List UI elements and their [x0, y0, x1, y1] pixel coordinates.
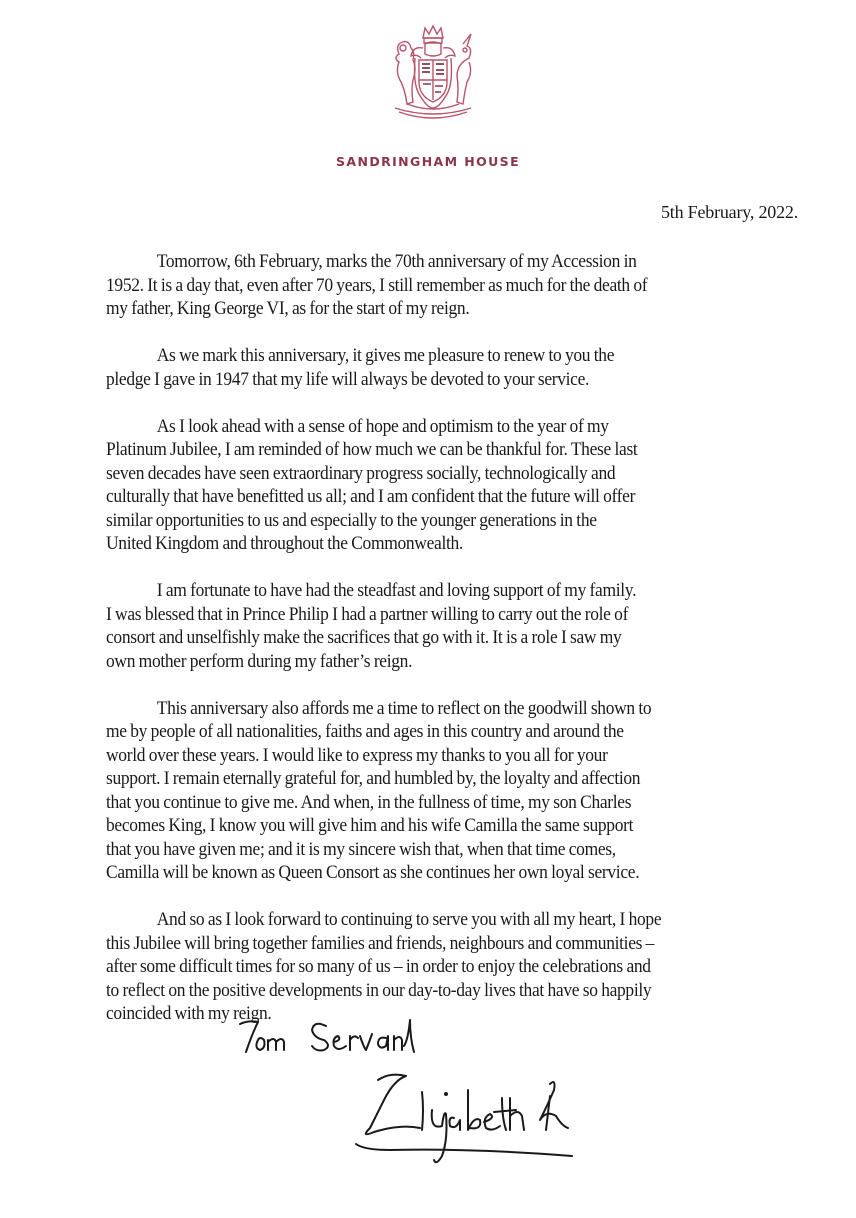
royal-coat-of-arms-icon: [377, 24, 489, 124]
paragraph: [106, 250, 755, 321]
signoff-ink-icon: [238, 1012, 478, 1072]
handwritten-signoff: [238, 1012, 478, 1072]
text-line: seven decades have seen extraordinary progress socially, technologically and: [106, 462, 616, 484]
text-line: similar opportunities to us and especially to the younger generations in the: [106, 509, 597, 531]
text-line: consort and unselfishly make the sacrifices that go with it. It is a role I saw my: [106, 627, 622, 648]
text-line: As I look ahead with a sense of hope and optimism to the year of my: [156, 415, 609, 437]
text-line: Platinum Jubilee, I am reminded of how much we can be thankful for. These last: [106, 439, 638, 460]
text-line: after some difficult times for so many of us – in order to enjoy the celebrations and: [106, 956, 651, 977]
text-line: me by people of all nationalities, faiths and ages in this country and around the: [106, 721, 624, 742]
text-line: to reflect on the positive developments in our day-to-day lives that have so happily: [106, 979, 652, 1001]
text-line: Tomorrow, 6th February, marks the 70th anniversary of my Accession in: [156, 251, 637, 272]
text-line: And so as I look forward to continuing to serve you with all my heart, I hope: [156, 909, 662, 930]
text-line: that you have given me; and it is my sincere wish that, when that time comes,: [106, 838, 616, 860]
paragraph: [106, 344, 755, 391]
text-line: I was blessed that in Prince Philip I had a partner willing to carry out the role of: [106, 603, 629, 625]
text-line: Camilla will be known as Queen Consort as she continues her own loyal service.: [106, 862, 640, 883]
paragraph: [106, 908, 755, 1026]
text-line: As we mark this anniversary, it gives me pleasure to renew to you the: [156, 345, 615, 366]
text-line: pledge I gave in 1947 that my life will always be devoted to your service.: [106, 368, 590, 390]
text-line: coincided with my reign.: [106, 1003, 272, 1024]
text-line: world over these years. I would like to express my thanks to you all for your: [106, 744, 608, 766]
text-line: this Jubilee will bring together families and friends, neighbours and communities –: [106, 932, 655, 954]
text-line: 1952. It is a day that, even after 70 years, I still remember as much for the death of: [106, 274, 648, 296]
text-line: support. I remain eternally grateful for, and humbled by, the loyalty and affection: [106, 768, 641, 789]
letter-date: 5th February, 2022.: [660, 202, 798, 222]
text-line: my father, King George VI, as for the start of my reign.: [106, 298, 470, 319]
paragraph: [106, 415, 755, 556]
text-line: I am fortunate to have had the steadfast and loving support of my family.: [156, 580, 637, 601]
text-line: United Kingdom and throughout the Commonwealth.: [106, 533, 463, 554]
text-line: that you continue to give me. And when, in the fullness of time, my son Charles: [106, 791, 632, 813]
letterhead-address: SANDRINGHAM HOUSE: [335, 154, 521, 169]
paragraph: [106, 579, 755, 673]
text-line: This anniversary also affords me a time to reflect on the goodwill shown to: [156, 697, 652, 719]
text-line: own mother perform during my father’s reign.: [106, 650, 413, 672]
text-line: culturally that have benefitted us all; and I am confident that the future will offer: [106, 486, 636, 507]
paragraph: [106, 697, 755, 885]
signature-ink-icon: [350, 1070, 590, 1180]
signature: [350, 1070, 590, 1180]
text-line: becomes King, I know you will give him and his wife Camilla the same support: [106, 815, 634, 836]
letter-body: [106, 250, 755, 1049]
